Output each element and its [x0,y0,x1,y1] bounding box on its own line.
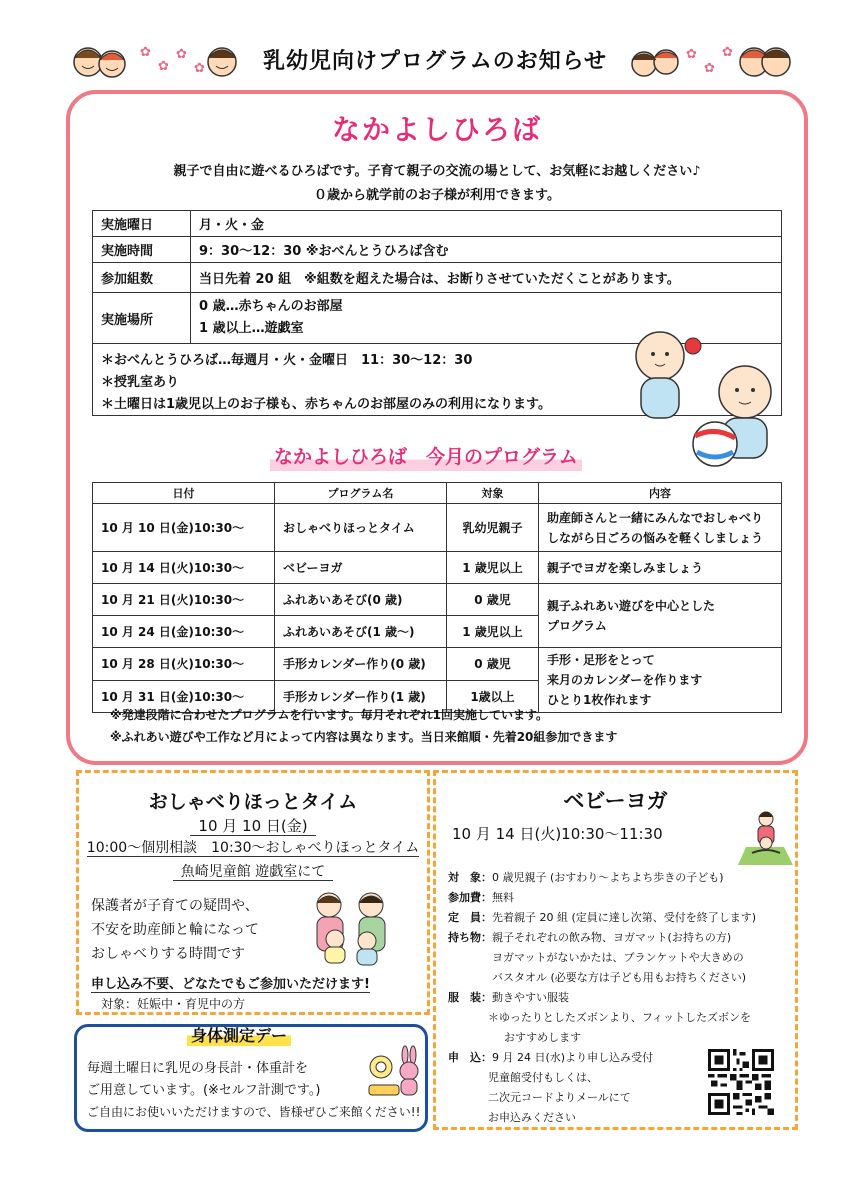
table-header-row [93,483,782,504]
program-content [539,648,782,713]
content-line: ひとり1枚作れます [547,693,652,707]
table-row [93,237,782,263]
oshaberi-body: 不安を助産師と輪になって [91,922,259,938]
note-line: ＊授乳室あり [101,375,180,390]
program-title: なかよしひろば 今月のプログラム [270,442,582,471]
program-name: 手形カレンダー作り(0 歳) [275,648,447,681]
table-cell-value: 9：30～12：30 ※おべんとうひろば含む [191,237,782,263]
yoga-apply-line: お申込みください [488,1111,576,1124]
program-target: 1 歳児以上 [447,616,539,648]
shintai-body: 毎週土曜日に乳児の身長計・体重計を [87,1061,309,1076]
qr-code-icon[interactable] [708,1049,774,1115]
table-row [93,211,782,237]
yoga-value: 動きやすい服装 [492,991,569,1004]
yoga-fee-row [448,889,514,905]
note-line: ＊土曜日は1歳児以上のお子様も、赤ちゃんのお部屋のみの利用になります。 [101,397,552,412]
program-date: 10 月 14 日(火)10:30～ [93,552,275,584]
section-title: なかよしひろば [331,113,542,146]
flower-icon: ✿ [686,47,697,62]
yoga-label: 申 込： [448,1051,492,1064]
table-header: プログラム名 [275,483,447,504]
flower-icon: ✿ [722,45,733,60]
note-line: ＊おべんとうひろば…毎週月・火・金曜日 11：30～12：30 [101,353,473,368]
oshaberi-date [79,815,427,836]
yoga-items-line: バスタオル (必要な方は子ども用もお持ちください) [492,971,747,984]
program-target: 0 歳児 [447,648,539,681]
yoga-label: 参加費： [448,891,492,904]
program-name: 手形カレンダー作り(1 歳) [275,680,447,713]
oshaberi-body: 保護者が子育ての疑問や、 [91,898,259,914]
yoga-value: 親子それぞれの飲み物、ヨガマット(お持ちの方) [492,931,732,944]
oshaberi-title: おしゃべりほっとタイム [148,791,358,813]
program-date: 10 月 24 日(金)10:30～ [93,616,275,648]
program-name: おしゃべりほっとタイム [275,504,447,552]
program-name: ふれあいあそび(0 歳) [275,584,447,616]
yoga-clothes-note: ＊ゆったりとしたズボンより、フィットしたズボンを [488,1011,752,1024]
nakayoshi-panel [66,90,808,765]
program-content [539,504,782,552]
intro-text: ０歳から就学前のお子様が利用できます。 [314,188,560,203]
program-content: 親子でヨガを楽しみましょう [539,552,782,584]
shintai-box [74,1024,428,1132]
program-date: 10 月 21 日(火)10:30～ [93,584,275,616]
yoga-illustration-icon [738,807,793,865]
footnote: ※ふれあい遊びや工作など月によって内容は異なります。当日来館順・先着20組参加できます [110,730,618,744]
oshaberi-place-text: 魚崎児童館 遊戯室にて [173,864,333,881]
oshaberi-date-text: 10 月 10 日(金) [190,817,315,836]
program-date: 10 月 10 日(金)10:30～ [93,504,275,552]
yoga-apply-line: 二次元コードよりメールにて [488,1091,631,1104]
place-line: 0 歳…赤ちゃんのお部屋 [199,299,343,314]
table-cell-key: 実施場所 [93,293,191,344]
shintai-title: 身体測定デー [187,1023,291,1046]
program-target: 1歳以上 [447,680,539,713]
yoga-apply-line: 児童館受付もしくは、 [488,1071,598,1084]
content-line: 手形・足形をとって [547,653,655,667]
table-header: 対象 [447,483,539,504]
table-cell-value: 当日先着 20 組 ※組数を超えた場合は、お断りさせていただくことがあります。 [191,263,782,293]
flower-icon: ✿ [158,59,169,74]
oshaberi-box [76,770,430,1015]
oshaberi-time [79,837,427,857]
yoga-clothes-row [448,989,569,1005]
yoga-title: ベビーヨガ [563,789,668,813]
babies-illustration-icon [615,326,785,471]
shintai-body: ご自由にお使いいただけますので、皆様ぜひご来館ください!! [87,1105,421,1119]
program-date: 10 月 28 日(火)10:30～ [93,648,275,681]
program-content [539,584,782,648]
program-table [92,482,782,713]
intro-text: 親子で自由に遊べるひろばです。子育て親子の交流の場として、お気軽にお越しください♪ [173,164,701,179]
shintai-body: ご用意しています。(※セルフ計測です。) [87,1083,321,1098]
oshaberi-time-text: 10:00～個別相談 10:30～おしゃべりほっとタイム [86,840,420,856]
content-line: プログラム [547,618,607,633]
yoga-label: 定 員： [448,911,492,924]
table-header: 内容 [539,483,782,504]
table-header: 日付 [93,483,275,504]
kids-illustration-icon [630,38,680,82]
yoga-box [433,770,798,1130]
flower-icon: ✿ [194,61,205,76]
table-row [93,584,782,616]
flower-icon: ✿ [704,61,715,76]
footnote: ※発達段階に合わせたプログラムを行います。毎月それぞれ1回実施しています。 [110,708,548,722]
scale-rabbit-icon [367,1045,423,1101]
table-cell-key: 実施時間 [93,237,191,263]
table-cell-value: 月・火・金 [191,211,782,237]
page-header [0,38,849,88]
kids-illustration-icon [736,38,792,82]
oshaberi-free-note [91,973,370,992]
yoga-value: 無料 [492,891,514,904]
flower-icon: ✿ [176,47,187,62]
yoga-date: 10 月 14 日(火)10:30～11:30 [452,825,663,843]
oshaberi-target: 対象：妊娠中・育児中の方 [101,997,246,1011]
kids-illustration-icon [70,38,130,82]
table-row [93,552,782,584]
content-line: 助産師さんと一緒にみんなでおしゃべり [547,510,764,525]
yoga-items-row [448,929,731,945]
program-target: 1 歳児以上 [447,552,539,584]
yoga-capacity-row [448,909,756,925]
program-target: 乳幼児親子 [447,504,539,552]
program-name: ふれあいあそび(1 歳～) [275,616,447,648]
place-line: 1 歳以上…遊戯室 [199,321,304,336]
kids-illustration-icon [200,38,246,82]
yoga-apply-row [448,1049,653,1065]
oshaberi-free-text: 申し込み不要、どなたでもご参加いただけます! [91,977,370,992]
program-date: 10 月 31 日(金)10:30～ [93,680,275,713]
yoga-label: 服 装： [448,991,492,1004]
content-line: 来月のカレンダーを作ります [547,673,703,687]
content-line: 親子ふれあい遊びを中心とした [547,598,716,613]
oshaberi-place [79,861,427,881]
page-title: 乳幼児向けプログラムのお知らせ [262,49,608,74]
info-table [92,210,782,344]
family-illustration-icon [305,887,397,967]
program-target: 0 歳児 [447,584,539,616]
yoga-value: 9 月 24 日(水)より申し込み受付 [492,1051,654,1064]
yoga-label: 持ち物： [448,931,492,944]
yoga-target-row [448,869,724,885]
yoga-label: 対 象： [448,871,492,884]
table-row [93,263,782,293]
yoga-clothes-note: おすすめします [504,1031,582,1044]
yoga-value: 先着親子 20 組 (定員に達し次第、受付を終了します) [492,911,757,924]
program-name: ベビーヨガ [275,552,447,584]
yoga-items-line: ヨガマットがないかたは、ブランケットや大きめの [492,951,744,964]
table-cell-key: 参加組数 [93,263,191,293]
table-cell-key: 実施曜日 [93,211,191,237]
oshaberi-body: おしゃべりする時間です [91,946,245,962]
content-line: しながら日ごろの悩みを軽くしましょう [547,530,764,545]
flower-icon: ✿ [140,45,151,60]
table-row [93,648,782,681]
table-row [93,504,782,552]
yoga-value: 0 歳児親子 (おすわり～よちよち歩きの子ども) [492,871,724,884]
